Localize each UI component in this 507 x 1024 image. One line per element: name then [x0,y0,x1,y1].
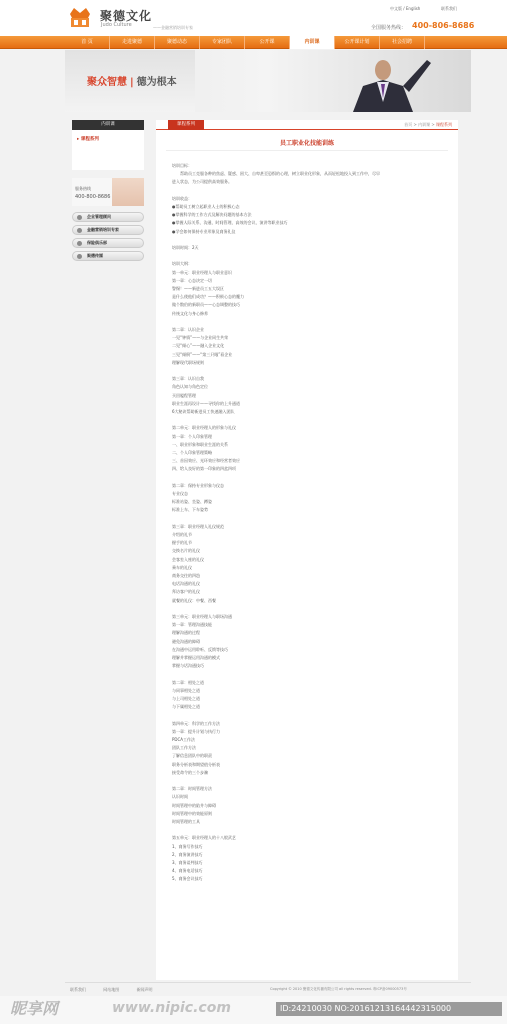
watermark-id: ID:24210030 NO:20161213164442315000 [276,1002,502,1016]
sidebar-link-label: 企业管理顾问 [87,214,111,219]
logo-text[interactable]: 聚德文化 [100,9,153,23]
footer-link-statement[interactable]: 新闻声明 [136,987,153,992]
hotline-label: 全国服务热线： [371,25,407,31]
copyright: Copyright © 2010 聚德文化传播有限公司 all rights reserved. 粤ICP备09000573号 [270,987,407,991]
article-line: 第二章：保持专业形象与仪态 [172,482,224,488]
article-line: 时间管理的工具 [172,819,200,825]
article-line: 第二单元：职业经理人的形象与礼仪 [172,425,236,431]
slogan: ——金融营销培训专家 [153,25,193,30]
article-line: 第一章：心态决定一切 [172,277,212,283]
article-line: 第二章：相处之道 [172,679,204,685]
sidebar-link-media[interactable] [72,251,144,261]
article-line: 第二章：认识企业 [172,327,204,332]
breadcrumb-separator: > [431,122,435,127]
article-line: 理解沟通的过程 [172,630,200,636]
sidebar-hotline-box [72,178,144,206]
watermark [0,996,507,1024]
sidebar-links [72,212,144,261]
article-line: 了解信息团队中的职责 [172,753,212,759]
article-line: 做个散伯的新职员——心态调整的技巧 [172,302,240,308]
breadcrumb [404,122,452,128]
article-line: 4、商务电话技巧 [172,868,203,874]
article-line [172,711,447,719]
bullet-icon [77,228,82,233]
watermark-url: www.nipic.com [112,1000,231,1016]
article-line: 交换名片的礼仪 [172,548,200,554]
sidebar-link-finance[interactable] [72,225,144,235]
bullet-icon [77,254,82,259]
nav-item-home[interactable]: 首 页 [65,36,110,49]
article-line [172,367,447,375]
article-line: 第一章：管理沟通技能 [172,622,212,628]
tab-course-series[interactable]: 课程系列 [168,120,204,130]
sidebar-link-label: 聚德传媒 [87,253,103,258]
sidebar-link-label: 金融营销培训专家 [87,227,119,232]
article-line: 时间管理中的效能原则 [172,810,212,816]
article-line: 二见“倾心”——融入企业文化 [172,343,225,349]
main-content [156,120,458,980]
article-line [172,670,447,678]
crown-logo-icon[interactable] [68,6,92,28]
footer-links [70,987,169,993]
bullet-icon [77,241,82,246]
article-line: 第一章：提升计划与执行力 [172,728,220,734]
article-line: 四、给人良好的第一印象的四盆四项 [172,466,236,472]
article-line: 标准站姿、坐姿、蹲姿 [172,499,212,505]
nav-item-about[interactable]: 走进聚德 [110,36,155,49]
article-line: 第三单元：职业经理人与职场沟通 [172,614,232,620]
article-line: ●掌握科学的工作方式及解决问题的基本方法 [172,212,252,218]
article-line: 第二章：时间管理方法 [172,786,212,792]
language-switch[interactable]: 中文版 / English [390,6,421,11]
banner [65,50,471,112]
article-line [172,777,447,785]
footer-link-contact[interactable]: 联系我们 [70,987,86,992]
article-line: 电话沟通的礼仪 [172,581,200,587]
article-line: 理解现代职场规则 [172,359,204,365]
article-line [172,826,447,834]
article-line: 第三章：职业经理人礼仪规范 [172,523,224,529]
article-line [172,605,447,613]
article-line: 第四单元：科学的工作方法 [172,720,220,726]
article-line [172,318,447,326]
article-line: 传统文化与身心修养 [172,310,208,316]
article-line: 警惕！——新进员工五大误区 [172,286,224,291]
contact-link[interactable]: 联系我们 [441,6,457,11]
banner-slogan-right: 德为根本 [136,77,177,88]
breadcrumb-internal[interactable]: 内训课 [418,122,431,127]
service-agent-image [112,178,144,206]
bullet-icon [77,215,82,220]
article-line: 职业生涯再设计——寻找你的上升通道 [172,400,240,406]
article-line: 6大秘诀帮助新进员工快速融入团队 [172,409,235,415]
article-line [172,474,447,482]
sidebar-hotline-label: 服务热线 [75,186,91,191]
article-line: 进入状态，为公司提供高效服务。 [172,179,232,185]
article-line: 接受命令的三个步骤 [172,769,208,775]
article-line: 标准上车、下车姿势 [172,507,208,513]
article-line: 3、商务谈判技巧 [172,860,203,866]
article-line: 与上司相处之道 [172,696,200,702]
article-line: 二、个人印象管理策略 [172,450,212,456]
banner-separator: | [130,77,134,88]
article-line [172,236,447,244]
article-line: ●学会如何保持专业形象及商务礼仪 [172,228,236,234]
article-line: 握手的礼节 [172,540,192,546]
arrow-icon: ▸ [77,137,81,142]
article-line: 三、首因效应、光环效应和经营者效应 [172,458,240,464]
banner-slogan-left: 聚众智慧 [87,77,127,88]
article-line: 商务交往的四趋 [172,573,200,579]
site-header [0,0,507,36]
article-line: 培训时间：2天 [172,245,199,250]
sidebar-item-label: 课程系列 [80,137,99,142]
article-line: 培训收益： [172,195,192,201]
breadcrumb-current: 课程系列 [436,122,452,127]
article-line: 拜访客户的礼仪 [172,589,200,595]
hotline-number: 400-806-8686 [412,21,475,30]
article-line: 是什么使他们成功？——积极心态的魔力 [172,294,244,300]
article-line: 第一章：个人印象管理 [172,433,212,439]
nav-item-recruitment[interactable]: 社会招聘 [380,36,425,49]
nav-item-experts[interactable]: 专家团队 [200,36,245,49]
article-line: 与同事相处之道 [172,687,200,693]
article-title: 员工职业化技能训练 [279,140,334,147]
footer-link-sitemap[interactable]: 网站地图 [103,987,120,992]
article-line: 在沟通中运用聆听、反馈等技巧 [172,646,228,652]
article-line: 1、商务写作技巧 [172,843,203,849]
article-line: PDCA工作法 [172,737,196,743]
article-line [172,187,447,195]
sidebar [72,120,144,264]
banner-person-image [343,54,433,112]
article-line: 角色认知与角色定位 [172,384,208,390]
article-line [172,252,447,260]
article-line: 避免沟通的障碍 [172,638,200,644]
article-line: 时间管理中的陷井与障碍 [172,802,216,808]
article-line: 买回履程管理 [172,392,196,398]
logo-english-text: Judo Culture [101,22,132,28]
sidebar-item-course-series[interactable] [72,136,144,142]
article-line: 就餐的礼仪：中餐、西餐 [172,597,216,603]
article-line: 培训大纲： [172,261,192,267]
breadcrumb-home[interactable]: 首页 [404,122,413,127]
banner-slogan [87,73,177,88]
sidebar-hotline-number: 400-800-8686 [75,194,111,200]
sidebar-link-label: 保险俱乐部 [87,240,107,245]
article-line: 团队工作方法 [172,745,196,751]
article-line: 第一单元：职业经理人与职业意识 [172,269,232,275]
article-line [172,416,447,424]
nav-item-public-courses[interactable]: 公开课 [245,36,290,49]
article-line: 三见“倾倒”——“第三只眼”看企业 [172,351,233,357]
article-line: 第三章：认识自我 [172,376,204,382]
article-line: 第五单元：职业经理人的十八般武艺 [172,835,236,841]
article-line: 与下属相处之道 [172,704,200,710]
article-line: 职务分析表和期望值分析表 [172,761,220,767]
article-line: 培训目标： [172,163,192,168]
sidebar-menu [72,130,144,170]
nav-item-internal-training[interactable]: 内训课 [290,36,335,49]
sidebar-link-management[interactable] [72,212,144,222]
article-line: 专业仪态 [172,491,188,497]
content-tabbar [156,120,458,130]
article-line: ●掌握人际关系、沟通、时间管理、高效的会议、演讲等职业技巧 [172,220,288,226]
article-line [172,515,447,523]
article-line: 一见“钟情”——与企业同生共荣 [172,335,229,341]
article-line: 乘车的礼仪 [172,564,192,570]
main-nav [0,36,507,49]
watermark-logo: 昵享网 [10,999,59,1018]
article-line: 会客室入座的礼仪 [172,556,204,562]
breadcrumb-separator: > [413,122,417,127]
article-line: 认识时间 [172,794,188,800]
article-line: ●帮助员工树立起职业人士的积极心态 [172,204,240,209]
article-line: 一、职业形象和职业生涯的关系 [172,441,228,447]
article-line: 帮助员工克服各种的焦虑、疑惑、困大、自卑甚至恐惧的心理，树立职业化形象，从而轻松地投入到工作中，尽早 [172,171,380,177]
article-body [172,162,447,884]
sidebar-link-insurance[interactable] [72,238,144,248]
article-line: 5、商务会议技巧 [172,876,203,882]
article-line: 掌握与话沟通技巧 [172,663,204,669]
nav-item-news[interactable]: 聚德动态 [155,36,200,49]
article-line: 2、商务演讲技巧 [172,851,203,857]
article-line: 介绍的礼节 [172,532,192,538]
divider [166,150,448,151]
article-line: 理解并掌握运用沟通的模式 [172,655,220,661]
sidebar-title: 内训课 [72,120,144,130]
nav-item-course-plan[interactable]: 公开课计划 [335,36,380,49]
